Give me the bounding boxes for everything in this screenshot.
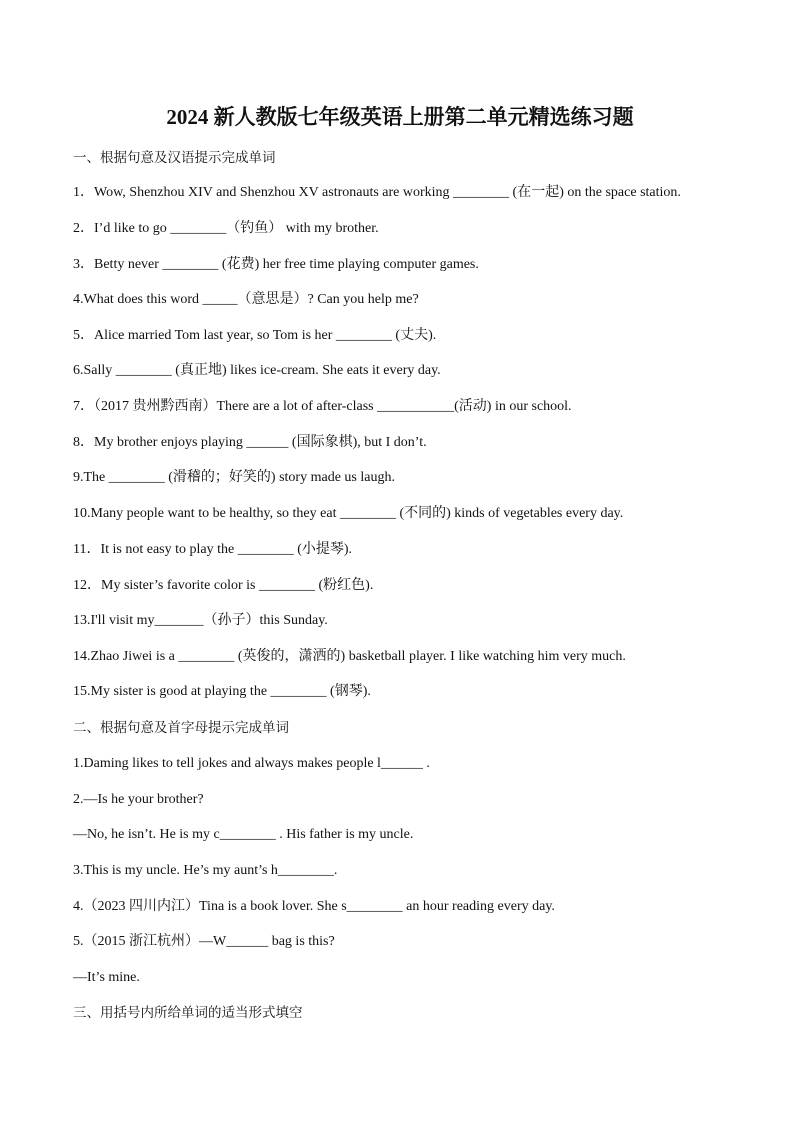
section-3-heading: 三、用括号内所给单词的适当形式填空 <box>73 1005 303 1020</box>
section-1-heading: 一、根据句意及汉语提示完成单词 <box>73 150 276 165</box>
section-1-item-7: 7．（2017 贵州黔西南）There are a lot of after-class ___________(活动) in our school. <box>73 399 572 414</box>
section-2-item-4: 4.（2023 四川内江）Tina is a book lover. She s________ an hour reading every day. <box>73 899 555 914</box>
section-2-item-2-answer: —No, he isn’t. He is my c________ . His father is my uncle. <box>73 827 414 842</box>
section-1-item-10: 10.Many people want to be healthy, so they eat ________ (不同的) kinds of vegetables every day. <box>73 506 624 521</box>
section-1-item-5: 5．Alice married Tom last year, so Tom is her ________ (丈夫). <box>73 328 437 343</box>
section-1-item-12: 12．My sister’s favorite color is ________ (粉红色). <box>73 578 374 593</box>
section-2-item-5-answer: —It’s mine. <box>73 970 140 985</box>
section-2-item-2-question: 2.—Is he your brother? <box>73 792 204 807</box>
page-title: 2024 新人教版七年级英语上册第二单元精选练习题 <box>166 105 634 129</box>
section-1-item-14: 14.Zhao Jiwei is a ________ (英俊的，潇洒的) basketball player. I like watching him very much. <box>73 649 626 664</box>
section-1-item-2: 2．I’d like to go ________（钓鱼） with my brother. <box>73 221 379 236</box>
section-1-item-15: 15.My sister is good at playing the ________ (钢琴). <box>73 684 371 699</box>
section-1-item-4: 4.What does this word _____（意思是）? Can you help me? <box>73 292 419 307</box>
section-1-item-3: 3．Betty never ________ (花费) her free time playing computer games. <box>73 257 479 272</box>
section-2-item-5-question: 5.（2015 浙江杭州）—W______ bag is this? <box>73 934 335 949</box>
section-2-item-1: 1.Daming likes to tell jokes and always makes people l______ . <box>73 756 430 771</box>
section-2-item-3: 3.This is my uncle. He’s my aunt’s h________. <box>73 863 338 878</box>
section-1-item-8: 8．My brother enjoys playing ______ (国际象棋), but I don’t. <box>73 435 427 450</box>
section-2-heading: 二、根据句意及首字母提示完成单词 <box>73 720 289 735</box>
section-1-item-13: 13.I'll visit my_______（孙子）this Sunday. <box>73 613 328 628</box>
section-1-item-9: 9.The ________ (滑稽的；好笑的) story made us laugh. <box>73 470 395 485</box>
section-1-item-6: 6.Sally ________ (真正地) likes ice-cream. She eats it every day. <box>73 363 441 378</box>
section-1-item-11: 11．It is not easy to play the ________ (小提琴). <box>73 542 353 557</box>
section-1-item-1: 1．Wow, Shenzhou XIV and Shenzhou XV astronauts are working ________ (在一起) on the space station. <box>73 185 681 200</box>
